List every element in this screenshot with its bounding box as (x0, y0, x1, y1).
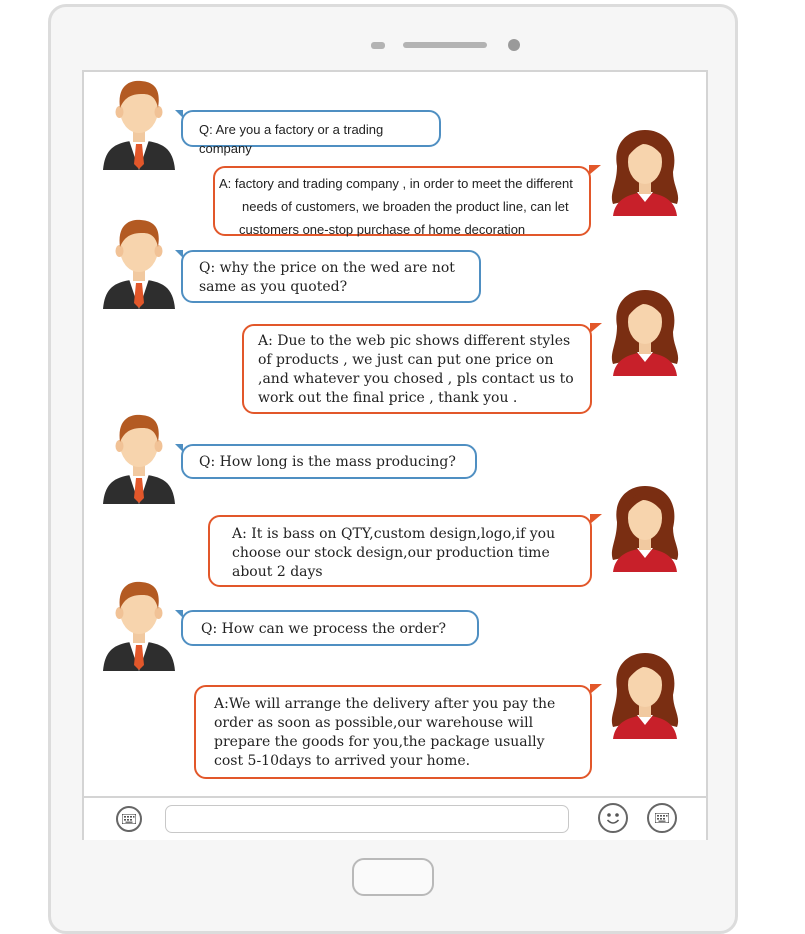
question-bubble (181, 610, 479, 646)
question-line: Q: why the price on the wed are not (199, 260, 455, 276)
home-button[interactable] (352, 858, 434, 896)
question-bubble (181, 444, 477, 479)
question-bubble (181, 250, 481, 303)
male-avatar-icon (101, 579, 177, 671)
answer-line: about 2 days (232, 564, 323, 580)
camera-icon (508, 39, 520, 51)
chat-screen (82, 70, 708, 840)
answer-line: cost 5-10days to arrived your home. (214, 753, 471, 769)
answer-bubble (208, 515, 592, 587)
question-bubble (181, 110, 441, 156)
answer-line: A:We will arrange the delivery after you pay the (214, 696, 556, 712)
question-text: Q: Are you a factory or a trading company (199, 122, 384, 156)
male-avatar-icon (101, 217, 177, 309)
answer-bubble (194, 685, 592, 779)
chat-input-bar (84, 796, 706, 840)
answer-line: customers one-stop purchase of home decoration (239, 222, 526, 237)
answer-line: prepare the goods for you,the package usually (214, 734, 545, 750)
male-avatar-icon (101, 412, 177, 504)
message-input[interactable] (165, 805, 569, 833)
sensor (371, 42, 385, 49)
female-avatar-icon (607, 284, 683, 376)
keyboard-icon[interactable] (116, 806, 142, 832)
female-avatar-icon (607, 647, 683, 739)
answer-bubble (242, 324, 592, 414)
answer-line: ,and whatever you chosed , pls contact us to (258, 371, 574, 387)
answer-line: needs of customers, we broaden the product line, can let (242, 199, 569, 214)
answer-line: work out the final price , thank you . (258, 390, 518, 406)
answer-line: choose our stock design,our production time (232, 545, 550, 561)
keyboard-icon[interactable] (647, 803, 677, 833)
female-avatar-icon (607, 480, 683, 572)
answer-bubble (213, 166, 591, 236)
male-avatar-icon (101, 78, 177, 170)
answer-line: A: Due to the web pic shows different styles (258, 333, 571, 349)
message-list[interactable] (84, 72, 706, 796)
emoji-icon[interactable] (598, 803, 628, 833)
question-line: same as you quoted? (199, 279, 348, 295)
answer-line: of products , we just can put one price on (258, 352, 554, 368)
answer-line: A: It is bass on QTY,custom design,logo,if you (232, 526, 556, 542)
answer-line: A: factory and trading company , in order to meet the different (219, 176, 573, 191)
speaker-grille (403, 42, 487, 48)
answer-line: order as soon as possible,our warehouse will (214, 715, 534, 731)
female-avatar-icon (607, 124, 683, 216)
question-text: Q: How can we process the order? (201, 621, 447, 637)
question-text: Q: How long is the mass producing? (199, 454, 456, 470)
